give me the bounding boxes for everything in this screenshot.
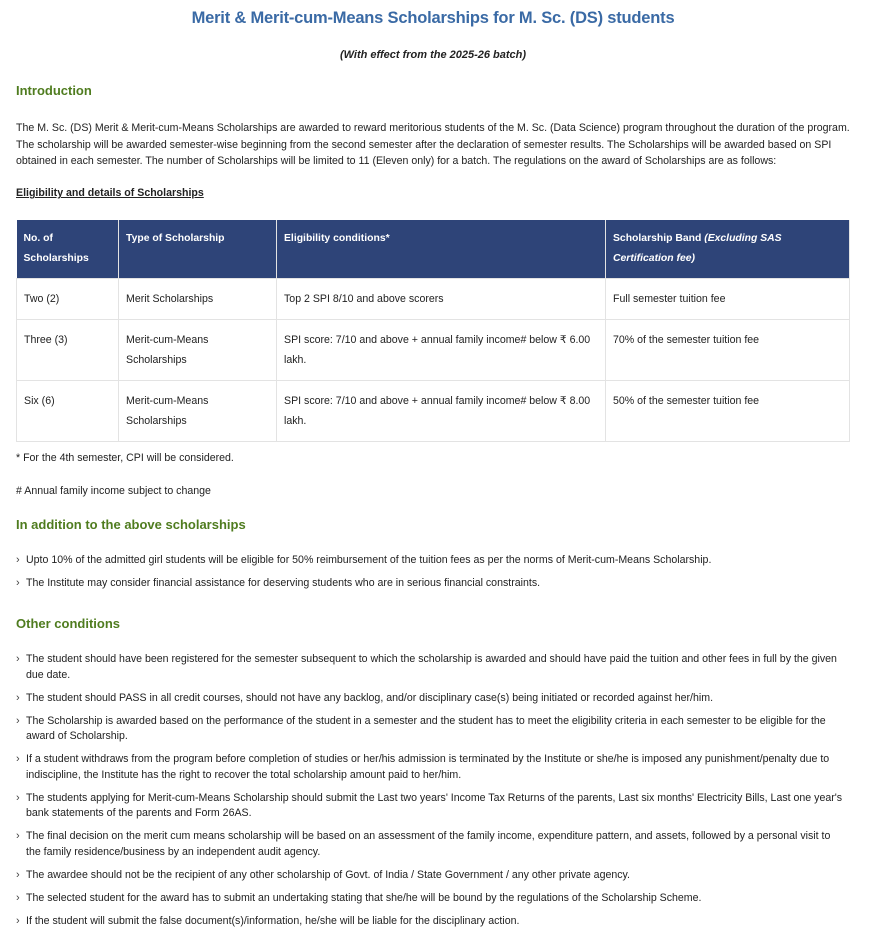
table-row bbox=[17, 279, 850, 320]
list-item-text: The selected student for the award has to submit an undertaking stating that she/he will be bound by the regulations of the Scholarship Scheme. bbox=[26, 891, 702, 904]
header-count: No. of Scholarships bbox=[17, 220, 119, 279]
cell-band: 70% of the semester tuition fee bbox=[606, 320, 850, 381]
cell-type: Merit-cum-Means Scholarships bbox=[119, 381, 277, 442]
chevron-right-icon: › bbox=[16, 714, 20, 727]
list-item-text: The student should PASS in all credit courses, should not have any backlog, and/or disciplinary case(s) being initiated or recorded against her/him. bbox=[26, 691, 714, 704]
chevron-right-icon: › bbox=[16, 868, 20, 881]
other-list bbox=[16, 652, 846, 937]
page-title: Merit & Merit-cum-Means Scholarships for M. Sc. (DS) students bbox=[191, 9, 675, 27]
chevron-right-icon: › bbox=[16, 653, 20, 665]
cell-condition: SPI score: 7/10 and above + annual family income# below ₹ 6.00 lakh. bbox=[277, 320, 606, 381]
header-band-note: (Excluding SAS Certification fee) bbox=[613, 233, 782, 264]
list-item bbox=[16, 914, 846, 930]
additional-list bbox=[16, 553, 846, 599]
header-band-label: Scholarship Band bbox=[613, 233, 705, 244]
note-income: # Annual family income subject to change bbox=[16, 485, 211, 497]
cell-condition: SPI score: 7/10 and above + annual family income# below ₹ 8.00 lakh. bbox=[277, 381, 606, 442]
chevron-right-icon: › bbox=[16, 577, 20, 589]
chevron-right-icon: › bbox=[16, 691, 20, 704]
list-item bbox=[16, 868, 846, 884]
page-subtitle: (With effect from the 2025-26 batch) bbox=[339, 49, 527, 61]
scholarship-table bbox=[16, 220, 850, 442]
list-item-text: The Scholarship is awarded based on the performance of the student in a semester and the student has to meet the eligibility criteria in each semester to be eligible for the award of Scholarship. bbox=[26, 714, 826, 742]
introduction-paragraph: The M. Sc. (DS) Merit & Merit-cum-Means Scholarships are awarded to reward meritorious students of the M. Sc. (Data Science) program throughout the duration of the program. The scholarship will be awarded semester-wise beginning from the second semester after the declaration of semester results. The Scholarships will be awarded based on SPI obtained in each semester. The number of Scholarships will be limited to 11 (Eleven only) for a batch. The regulations on the award of Scholarships are as follows: bbox=[16, 122, 850, 167]
list-item bbox=[16, 791, 846, 822]
list-item-text: The Institute may consider financial assistance for deserving students who are in serious financial constraints. bbox=[26, 577, 541, 589]
list-item-text: The awardee should not be the recipient of any other scholarship of Govt. of India / State Government / any other private agency. bbox=[26, 868, 630, 881]
header-band bbox=[606, 220, 850, 279]
list-item bbox=[16, 891, 846, 907]
chevron-right-icon: › bbox=[16, 753, 20, 765]
header-condition: Eligibility conditions* bbox=[277, 220, 606, 279]
list-item-text: The students applying for Merit-cum-Means Scholarship should submit the Last two years' Income Tax Returns of the parents, Last six months' Electricity Bills, Last one year's bank statements of the parents and Form 26AS. bbox=[26, 791, 843, 819]
list-item bbox=[16, 691, 846, 707]
note-cpi: * For the 4th semester, CPI will be considered. bbox=[16, 452, 234, 464]
cell-count: Three (3) bbox=[17, 320, 119, 381]
cell-type: Merit-cum-Means Scholarships bbox=[119, 320, 277, 381]
list-item bbox=[16, 714, 846, 745]
chevron-right-icon: › bbox=[16, 830, 20, 842]
chevron-right-icon: › bbox=[16, 891, 20, 904]
table-row bbox=[17, 381, 850, 442]
table-header-row bbox=[17, 220, 850, 279]
chevron-right-icon: › bbox=[16, 914, 20, 927]
list-item-text: Upto 10% of the admitted girl students will be eligible for 50% reimbursement of the tuition fees as per the norms of Merit-cum-Means Scholarship. bbox=[26, 554, 712, 566]
list-item-text: If a student withdraws from the program before completion of studies or her/his admission is terminated by the Institute or she/he is imposed any punishment/penalty due to indiscipline, the Institute has the right to recover the total scholarship amount paid to her/him. bbox=[26, 753, 830, 781]
cell-count: Six (6) bbox=[17, 381, 119, 442]
list-item-text: If the student will submit the false document(s)/information, he/she will be liable for the disciplinary action. bbox=[26, 914, 520, 927]
list-item bbox=[16, 576, 846, 592]
table-row bbox=[17, 320, 850, 381]
cell-type: Merit Scholarships bbox=[119, 279, 277, 320]
header-type: Type of Scholarship bbox=[119, 220, 277, 279]
list-item bbox=[16, 553, 846, 569]
other-heading: Other conditions bbox=[16, 616, 120, 631]
cell-condition: Top 2 SPI 8/10 and above scorers bbox=[277, 279, 606, 320]
chevron-right-icon: › bbox=[16, 791, 20, 804]
list-item-text: The student should have been registered for the semester subsequent to which the scholarship is awarded and should have paid the tuition and other fees in full by the given due date. bbox=[26, 653, 837, 681]
list-item bbox=[16, 829, 846, 860]
list-item-text: The final decision on the merit cum means scholarship will be based on an assessment of the family income, expenditure pattern, and assets, followed by a personal visit to the family residence/business by an independent audit agency. bbox=[26, 830, 831, 858]
eligibility-heading: Eligibility and details of Scholarships bbox=[16, 187, 204, 199]
introduction-heading: Introduction bbox=[16, 83, 92, 98]
additional-heading: In addition to the above scholarships bbox=[16, 517, 246, 532]
cell-band: Full semester tuition fee bbox=[606, 279, 850, 320]
cell-count: Two (2) bbox=[17, 279, 119, 320]
list-item bbox=[16, 752, 846, 783]
chevron-right-icon: › bbox=[16, 554, 20, 566]
list-item bbox=[16, 652, 846, 683]
cell-band: 50% of the semester tuition fee bbox=[606, 381, 850, 442]
